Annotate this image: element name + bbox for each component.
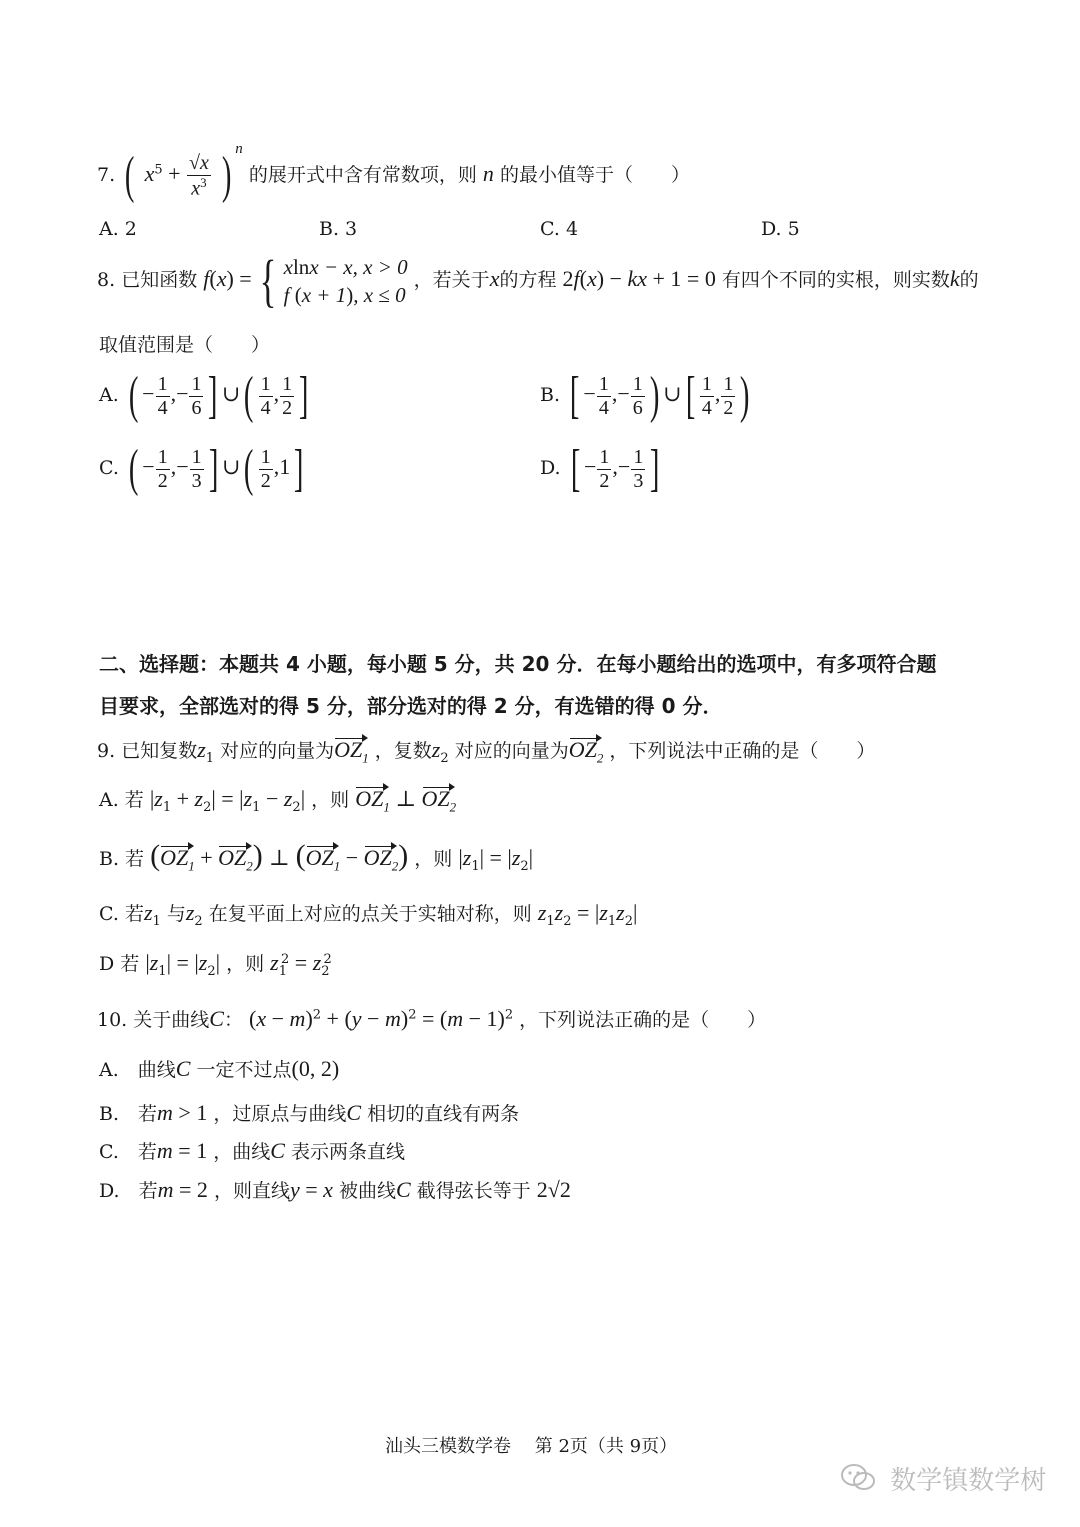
q8-stem: 8. 已知函数 f(x) = { xlnx − x, x > 0 f (x + 1), x ≤ 0 ，若关于x的方程 2f(x) − kx + 1 = 0 有四个不同的实根，则实数k的 (97, 248, 979, 313)
q10-option-c: C. 若m = 1 ，曲线C 表示两条直线 (99, 1138, 406, 1163)
q10-option-d: D. 若m = 2 ，则直线y = x 被曲线C 截得弦长等于 2√2 (99, 1177, 571, 1202)
q8-option-b: B. [ − $\frac{1}{4}$ ,− $\frac{1}{6}$ ) ∪[ $\frac{1}{4}$ , $\frac{1}{2}$ ) (540, 367, 750, 424)
q8-option-a: A. ( − $\frac{1}{4}$ ,− $\frac{1}{6}$ ] ∪( $\frac{1}{4}$ , $\frac{1}{2}$ ] (99, 367, 309, 424)
watermark: 数学镇数学树 (840, 1460, 1046, 1500)
q7-option-a: A. 2 (99, 218, 137, 240)
wechat-icon (840, 1463, 876, 1500)
q9-option-a: A. 若 $|z_1 + z_2| = |z_1 - z_2|$ ，则 $OZ_1$ ⊥ $OZ_2$ (99, 786, 457, 815)
section-2-heading: 二、选择题：本题共 4 小题，每小题 5 分，共 20 分．在每小题给出的选项中，有多项符合题 (99, 652, 937, 676)
q9-stem: 9. 已知复数$z_1$ 对应的向量为$OZ_1$ ，复数$z_2$ 对应的向量为$OZ_2$ ，下列说法中正确的是（ ） (97, 737, 876, 766)
q8-stem-line2: 取值范围是（ ） (99, 334, 271, 356)
q9-option-b: B. 若 $(OZ_1 + OZ_2)$ ⊥ $(OZ_1 - OZ_2)$ ，则 $|z_1| = |z_2|$ (99, 839, 534, 874)
q9-option-d: D 若 $|z_1| = |z_2|$ ，则 $z_1^2 = z_2^2$ (99, 950, 332, 979)
q7-option-b: B. 3 (319, 218, 358, 240)
q7-option-c: C. 4 (540, 218, 579, 240)
q10-option-a: A. 曲线C 一定不过点(0, 2) (99, 1056, 340, 1081)
q7-stem: 7. ( $x^5$ + $\frac{√x}{x^3}$ ) $^n$ 的展开式中含有常数项，则 n 的最小值等于（ ） (97, 141, 690, 204)
page-footer: 汕头三模数学卷 第 2页（共 9页） (385, 1436, 678, 1457)
q9-option-c: C. 若$z_1$ 与$z_2$ 在复平面上对应的点关于实轴对称，则 $z_1z_2 = |z_1z_2|$ (99, 900, 638, 929)
q7-option-d: D. 5 (761, 218, 800, 240)
q8-option-d: D. [ − $\frac{1}{2}$ ,− $\frac{1}{3}$ ] (540, 440, 660, 497)
q10-stem: 10. 关于曲线C： $(x - m)^2 + (y - m)^2 = (m - 1)^2$ ，下列说法正确的是（ ） (97, 1006, 767, 1031)
q8-option-c: C. ( − $\frac{1}{2}$ ,− $\frac{1}{3}$ ] ∪( $\frac{1}{2}$ ,1] (99, 440, 304, 497)
q10-option-b: B. 若m > 1 ，过原点与曲线C 相切的直线有两条 (99, 1100, 520, 1125)
section-2-heading-line2: 目要求，全部选对的得 5 分，部分选对的得 2 分，有选错的得 0 分． (99, 694, 723, 718)
